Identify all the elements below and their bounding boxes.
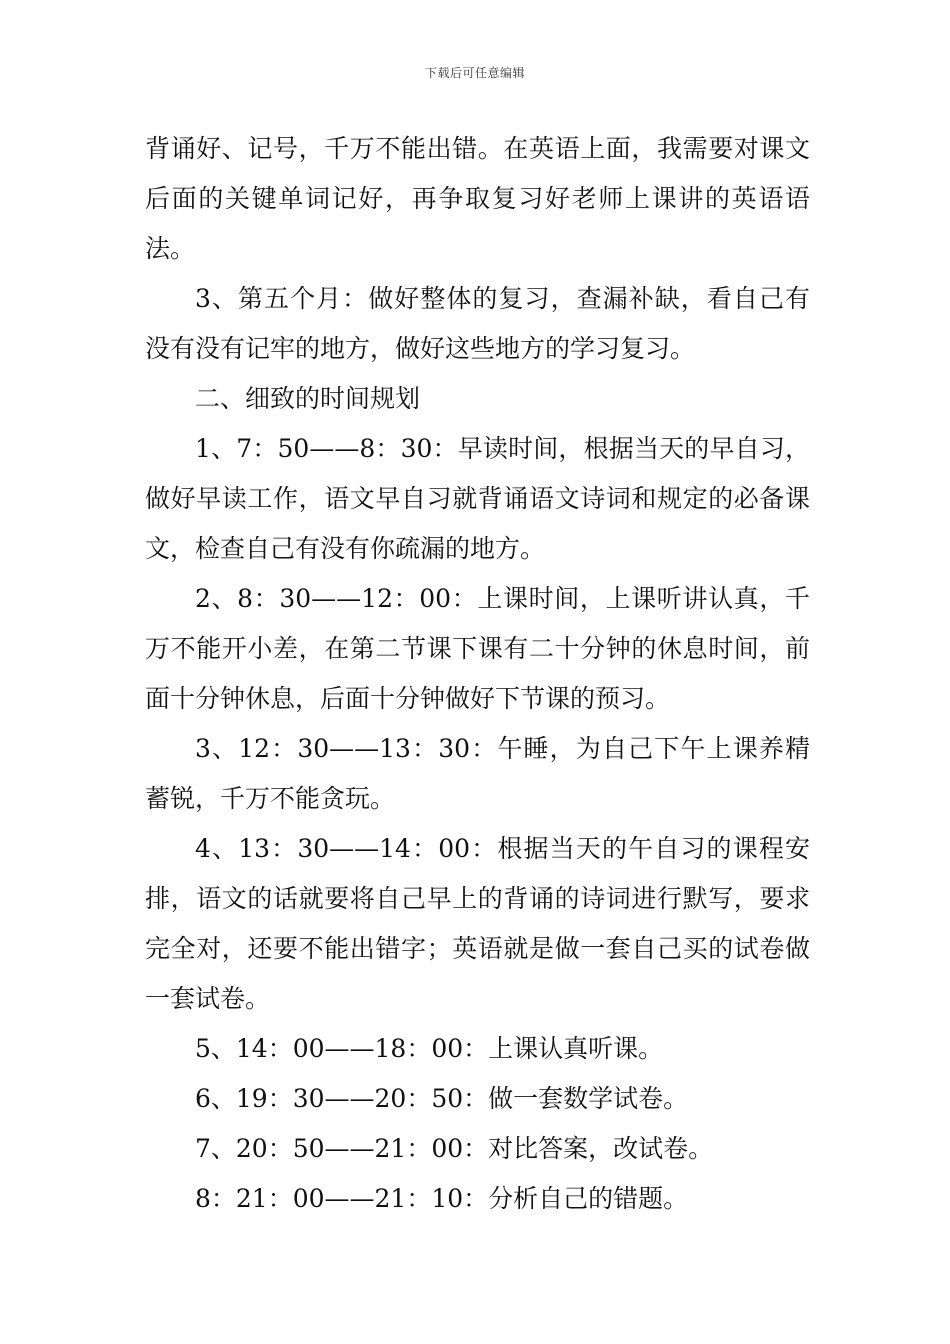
paragraph-schedule-6: 6、19：30——20：50：做一套数学试卷。 <box>195 1084 689 1113</box>
section-heading-time-plan: 二、细致的时间规划 <box>195 384 421 413</box>
paragraph-schedule-7: 7、20：50——21：00：对比答案，改试卷。 <box>195 1134 714 1163</box>
paragraph-continuation: 背诵好、记号，千万不能出错。在英语上面，我需要对课文后面的关键单词记好，再争取复习好老师上课讲的英语语法。 <box>145 134 810 263</box>
paragraph-schedule-5: 5、14：00——18：00：上课认真听课。 <box>195 1034 664 1063</box>
paragraph-month-five: 3、第五个月：做好整体的复习，查漏补缺，看自己有没有没有记牢的地方，做好这些地方的学习复习。 <box>145 284 810 363</box>
paragraph-schedule-1: 1、7：50——8：30：早读时间，根据当天的早自习，做好早读工作，语文早自习就背诵语文诗词和规定的必备课文，检查自己有没有你疏漏的地方。 <box>145 434 810 563</box>
paragraph-schedule-3: 3、12：30——13：30：午睡，为自己下午上课养精蓄锐，千万不能贪玩。 <box>145 734 810 813</box>
document-body <box>145 124 810 1224</box>
page-header: 下载后可任意编辑 <box>424 66 525 80</box>
paragraph-schedule-8: 8：21：00——21：10：分析自己的错题。 <box>195 1184 689 1213</box>
paragraph-schedule-2: 2、8：30——12：00：上课时间，上课听讲认真，千万不能开小差，在第二节课下课有二十分钟的休息时间，前面十分钟休息，后面十分钟做好下节课的预习。 <box>145 584 810 713</box>
paragraph-schedule-4: 4、13：30——14：00：根据当天的午自习的课程安排，语文的话就要将自己早上的背诵的诗词进行默写，要求完全对，还要不能出错字；英语就是做一套自己买的试卷做一套试卷。 <box>145 834 810 1013</box>
